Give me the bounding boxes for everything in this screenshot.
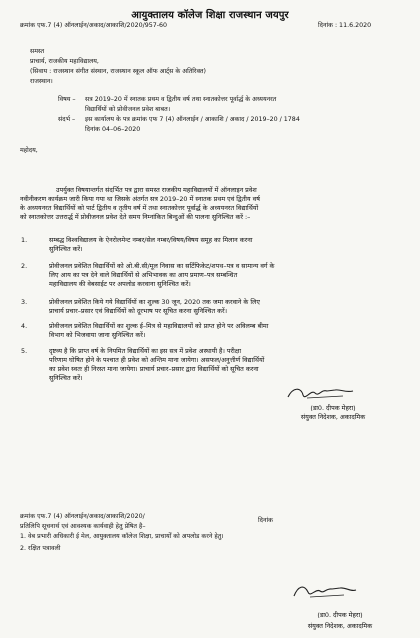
addressee-line-4: राजस्थान। — [30, 78, 53, 85]
point-5-line-1: दृष्टव्य है कि प्राप्त वर्ष के नियमित विद्यार्थियों का इस सत्र में प्रवेश अस्थायी है। परीक्षा — [49, 347, 242, 355]
copy-item-1: 1. वेब प्रभारी अधिकारी ई मेल, आयुक्तालय कॉलेज शिक्षा, प्राचार्यों को अपलोड करने हेतु। — [20, 533, 224, 540]
intro-line-2: नवीनीकरण कार्यक्रम जारी किया गया था जिसके अंतर्गत सत्र 2019–20 में स्नातक प्रथम एवं द्वितीय वर्ष — [20, 195, 260, 203]
office-title: आयुक्तालय कॉलेज शिक्षा राजस्थान जयपुर — [131, 10, 289, 21]
salutation: महोदय, — [20, 147, 38, 154]
reference-label: संदर्भ – — [58, 116, 76, 123]
point-5-line-2: परिणाम घोषित होने के पश्चात ही प्रवेश को अन्तिम माना जायेगा। असफल/अनुत्तीर्ण विद्यार्थियों — [49, 356, 265, 364]
point-3-line-2: प्राचार्य प्रचार–प्रसार एवं विद्यार्थियों को दूरभाष पर सूचित करना सुनिश्चित करें। — [49, 307, 228, 315]
point-1-line-2: सुनिश्चित करें। — [49, 245, 83, 253]
ref-number: क्रमांक एफ.7 (4) ऑनलाईन/अकाद/आकाशि/2020/957-60 — [20, 22, 168, 29]
point-number: 1. — [21, 236, 28, 244]
signatory-name-2: (डा0. दीपक मेहरा) — [317, 611, 363, 619]
point-5-line-3: का प्रवेश स्वतः ही निरस्त माना जायेगा। प्राचार्य प्रचार–प्रसार द्वारा विद्यार्थियों को सूचित करना — [49, 365, 259, 373]
signatory-designation-2: संयुक्त निदेशक, अकादमिक — [307, 622, 373, 630]
point-2-line-1: प्रोवीजनल प्रवेशित विद्यार्थियों को ओ.बी.सी/मूल निवास का सर्टिफिकेट/शपथ–पत्र व सामान्य वर्ग के — [49, 262, 275, 270]
point-3-line-1: प्रोवीजनल प्रवेशित किये गये विद्यार्थियों का शुल्क 30 जून, 2020 तक जमा करवाने के लिए — [49, 298, 260, 306]
point-4-line-2: विभाग को भिजवाया जाना सुनिश्चित करें। — [49, 331, 146, 339]
handwritten-signature-2 — [290, 580, 360, 602]
point-1-line-1: सम्बद्ध विश्वविद्यालय के ऐनरोलमेन्ट नम्बर/सेल नम्बर/विषय/विषय समूह का मिलान करना — [49, 236, 253, 244]
point-4-line-1: प्रोवीजनल प्रवेशित विद्यार्थियों का शुल्क ई–मित्र से महाविद्यालयों को प्राप्त होने पर अविलम्ब बीमा — [49, 322, 269, 330]
addressee-line-2: प्राचार्य, राजकीय महाविद्यालय, — [30, 58, 99, 65]
subject-line-2: विद्यार्थियों को प्रोवीजनल प्रवेश बाबत। — [85, 106, 171, 113]
signatory-name-1: (डा0. दीपक मेहरा) — [310, 404, 356, 412]
subject-line-1: सत्र 2019–20 में स्नातक प्रथम व द्वितीय वर्ष तथा स्नातकोत्तर पूर्वार्द्ध के अध्ययनरत — [85, 96, 277, 103]
point-number: 5. — [21, 347, 28, 355]
point-number: 4. — [21, 322, 28, 330]
reference-line-1: इस कार्यालय के पत्र क्रमांक एफ 7 (4) ऑनलाईन / आकाशि / अकाद / 2019–20 / 1784 — [85, 116, 300, 123]
point-2-line-2: लिए आय का पत्र देने वाले विद्यार्थियों से अभिभावक का आय प्रमाण–पत्र सम्बन्धित — [49, 271, 238, 279]
intro-line-3: के अध्ययनरत विद्यार्थियों को पार्ट द्वितीय व तृतीय वर्ष में तथा स्नातकोत्तर पूर्वार्द्ध के अध्ययनरत विद्यार्थियों — [20, 204, 259, 212]
copy-intro: प्रतिलिपि सूचनार्थ एवं आवश्यक कार्यवाही हेतु प्रेषित है– — [20, 523, 146, 530]
subject-label: विषय – — [58, 96, 76, 103]
letter-date: दिनांक : 11.6.2020 — [318, 22, 372, 29]
copy-ref-number: क्रमांक एफ.7 (4) ऑनलाईन/अकाद/आकाशि/2020/ — [20, 513, 145, 520]
point-5-line-4: सुनिश्चित करें। — [49, 374, 83, 382]
intro-line-4: को स्नातकोत्तर उत्तरार्द्ध में प्रोवीजनल प्रवेश देते समय निम्नांकित बिन्दुओं की पालना सुनिश्चित करें :– — [20, 213, 251, 221]
intro-line-1: उपर्युक्त विषयान्तर्गत संदर्भित पत्र द्वारा समस्त राजकीय महाविद्यालयों में ऑनलाइन प्रवेश — [56, 186, 257, 194]
handwritten-signature-1 — [283, 383, 363, 403]
addressee-line-1: समस्त — [30, 48, 45, 55]
addressee-line-3: (सिवाय : राजस्थान संगीत संस्थान, राजस्थान स्कूल ऑफ आर्ट्स के अतिरिक्त) — [30, 68, 206, 75]
point-number: 3. — [21, 298, 28, 306]
copy-date-label: दिनांक — [258, 517, 273, 524]
copy-item-2: 2. रक्षित पत्रावली — [20, 545, 61, 552]
signatory-designation-1: संयुक्त निदेशक, अकादमिक — [300, 413, 366, 421]
point-number: 2. — [21, 262, 28, 270]
point-2-line-3: महाविद्यालय की वेबसाईट पर अपलोड करवाना सुनिश्चित करें। — [49, 280, 191, 288]
reference-line-2: दिनांक 04–06–2020 — [85, 126, 141, 133]
